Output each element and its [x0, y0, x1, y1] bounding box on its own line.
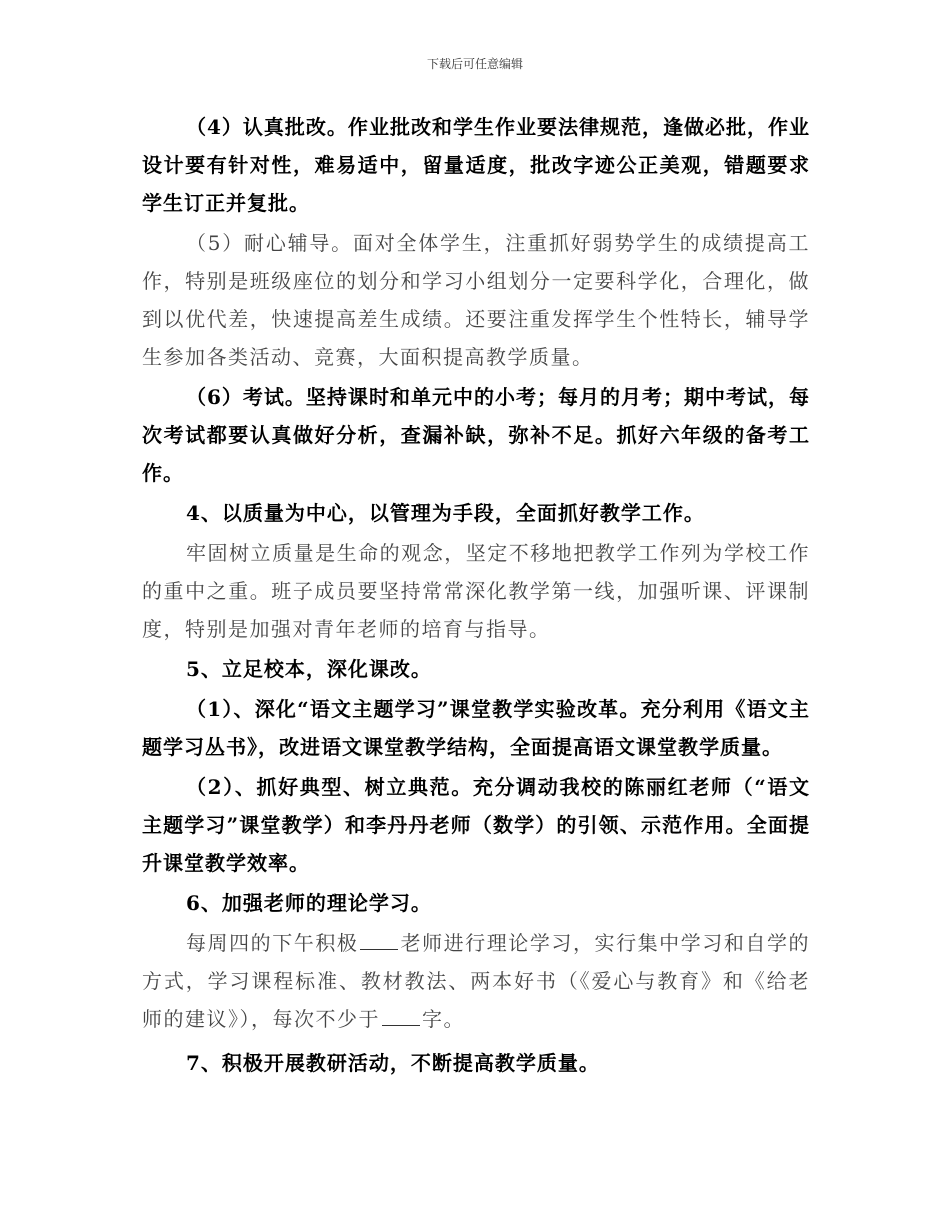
fill-blank	[360, 931, 398, 950]
paragraph-chinese-theme-learning: （1）、深化“语文主题学习”课堂教学实验改革。充分利用《语文主题学习丛书》，改进语文课堂教学结构，全面提高语文课堂教学质量。	[142, 697, 810, 759]
weekly-study-text-c: 字。	[422, 1007, 465, 1031]
weekly-study-text-b: 老师进行理论学习，实行集中学习和自学的方式，学习课程标准、教材教法、两本好书（《爱心与教育》和《给老师的建议》），每次不少于	[142, 931, 811, 1031]
heading-teacher-theory-study: 6、加强老师的理论学习。	[186, 891, 432, 915]
paragraph-careful-grading: （4）认真批改。作业批改和学生作业要法律规范，逢做必批，作业设计要有针对性，难易适中，留量适度，批改字迹公正美观，错题要求学生订正并复批。	[142, 115, 810, 215]
fill-blank	[382, 1007, 420, 1026]
paragraph-typical-models: （2）、抓好典型、树立典范。充分调动我校的陈丽红老师（“语文主题学习”课堂教学）和李丹丹老师（数学）的引领、示范作用。全面提升课堂教学效率。	[142, 775, 810, 875]
paragraph-exams: （6）考试。坚持课时和单元中的小考；每月的月考；期中考试，每次考试都要认真做好分析，查漏补缺，弥补不足。抓好六年级的备考工作。	[142, 385, 810, 485]
document-body	[142, 108, 810, 1082]
weekly-study-text-a: 每周四的下午积极	[186, 931, 359, 955]
heading-school-based-reform: 5、立足校本，深化课改。	[186, 657, 432, 681]
heading-teaching-research: 7、积极开展教研活动，不断提高教学质量。	[186, 1051, 600, 1075]
page-header-note: 下载后可任意编辑	[426, 57, 523, 71]
paragraph-quality-concept: 牢固树立质量是生命的观念，坚定不移地把教学工作列为学校工作的重中之重。班子成员要坚持常常深化教学第一线，加强听课、评课制度，特别是加强对青年老师的培育与指导。	[142, 541, 810, 641]
paragraph-weekly-study	[142, 924, 810, 1038]
paragraph-patient-tutoring: （5）耐心辅导。面对全体学生，注重抓好弱势学生的成绩提高工作，特别是班级座位的划分和学习小组划分一定要科学化，合理化，做到以优代差，快速提高差生成绩。还要注重发挥学生个性特长，辅导学生参加各类活动、竞赛，大面积提高教学质量。	[142, 231, 810, 369]
heading-quality-center: 4、以质量为中心，以管理为手段，全面抓好教学工作。	[186, 501, 705, 525]
